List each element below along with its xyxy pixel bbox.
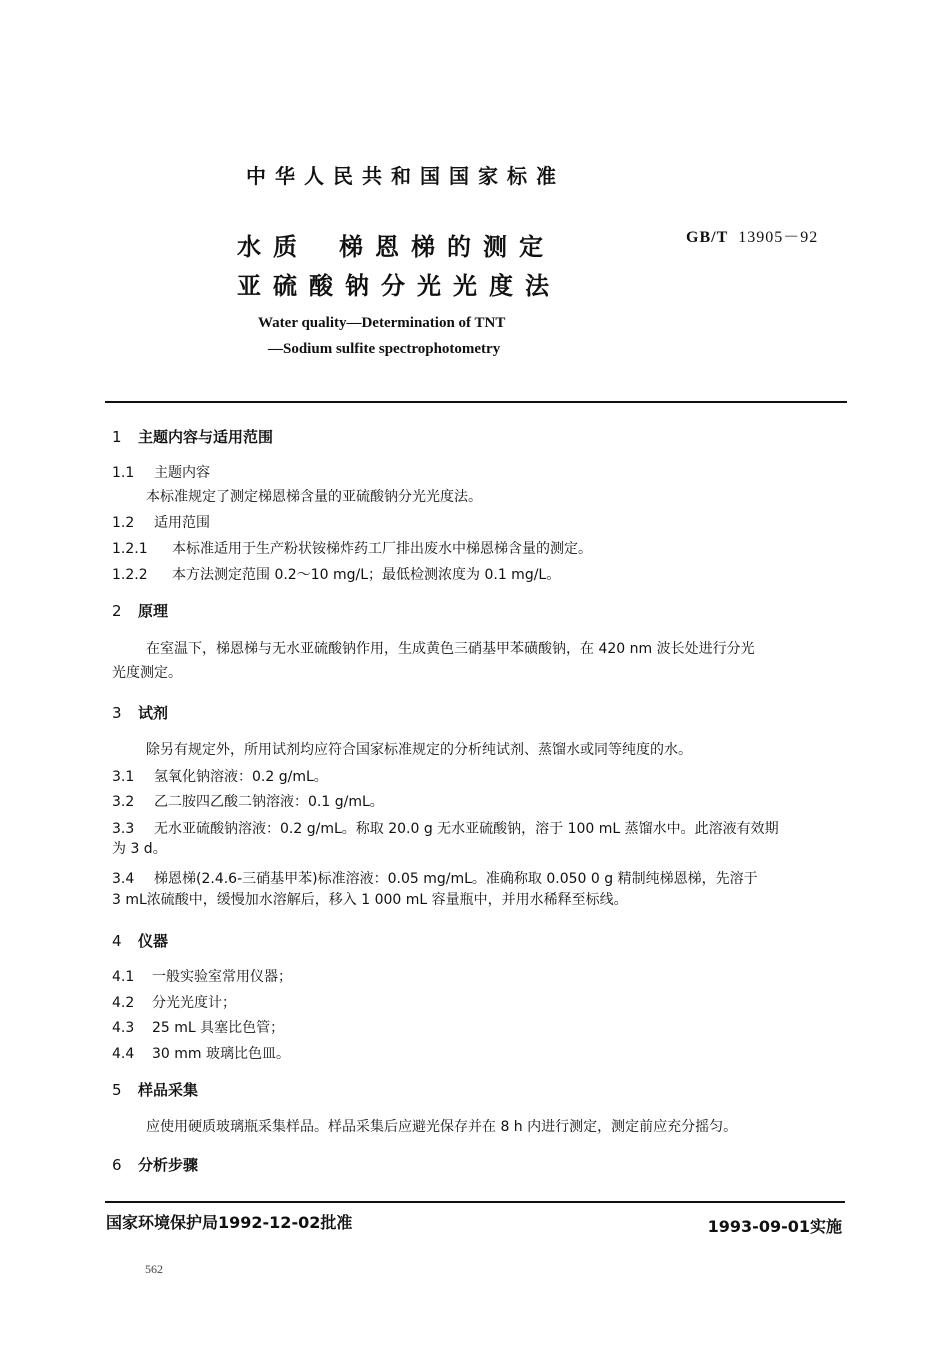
item-4-1 bbox=[112, 966, 292, 986]
item-number: 1.2 bbox=[112, 515, 135, 531]
item-3-4-continuation: 3 mL浓硫酸中，缓慢加水溶解后，移入 1 000 mL 容量瓶中，并用水稀释至标线。 bbox=[112, 892, 628, 908]
item-number: 4.2 bbox=[112, 995, 135, 1011]
section-label: 样品采集 bbox=[138, 1081, 199, 1099]
section-number: 5 bbox=[112, 1081, 122, 1099]
item-1-2-1 bbox=[112, 538, 592, 558]
standard-org-title: 中华人民共和国国家标准 bbox=[246, 164, 565, 188]
item-text: 梯恩梯(2.4.6-三硝基甲苯)标准溶液：0.05 mg/mL。准确称取 0.050 0 g 精制纯梯恩梯，先溶于 bbox=[154, 871, 758, 887]
item-3-1 bbox=[112, 766, 328, 786]
item-text: 30 mm 玻璃比色皿。 bbox=[152, 1046, 290, 1062]
cn-title-part-a: 水质 bbox=[237, 233, 309, 261]
item-number: 4.1 bbox=[112, 969, 135, 985]
item-number: 4.4 bbox=[112, 1046, 135, 1062]
section-label: 试剂 bbox=[138, 704, 169, 722]
item-3-4 bbox=[112, 868, 758, 888]
section-number: 1 bbox=[112, 428, 122, 446]
item-1-2 bbox=[112, 512, 210, 532]
section-label: 仪器 bbox=[138, 932, 169, 950]
item-3-3 bbox=[112, 818, 779, 838]
section-number: 2 bbox=[112, 602, 122, 620]
en-title-line1: Water quality—Determination of TNT bbox=[258, 315, 506, 331]
section-3-text: 除另有规定外，所用试剂均应符合国家标准规定的分析纯试剂、蒸馏水或同等纯度的水。 bbox=[146, 742, 692, 758]
section-number: 3 bbox=[112, 704, 122, 722]
cn-title-line1 bbox=[237, 227, 555, 262]
standard-number bbox=[686, 224, 818, 247]
standard-prefix: GB/T bbox=[686, 229, 729, 246]
section-number: 4 bbox=[112, 932, 122, 950]
item-label: 适用范围 bbox=[154, 515, 210, 531]
item-4-3 bbox=[112, 1017, 284, 1037]
effective-date: 1993-09-01实施 bbox=[707, 1217, 842, 1236]
footer-divider bbox=[105, 1201, 845, 1203]
section-2-text-line1: 在室温下，梯恩梯与无水亚硫酸钠作用，生成黄色三硝基甲苯磺酸钠，在 420 nm 波长处进行分光 bbox=[146, 641, 755, 657]
item-number: 3.2 bbox=[112, 794, 135, 810]
item-4-4 bbox=[112, 1043, 290, 1063]
en-title-line2: —Sodium sulfite spectrophotometry bbox=[268, 341, 501, 357]
section-label: 主题内容与适用范围 bbox=[138, 428, 274, 446]
item-4-2 bbox=[112, 992, 236, 1012]
section-2-heading bbox=[112, 600, 168, 621]
cn-title-line2: 亚硫酸钠分光光度法 bbox=[237, 272, 561, 300]
header-divider bbox=[105, 401, 847, 403]
item-number: 4.3 bbox=[112, 1020, 135, 1036]
item-text: 分光光度计； bbox=[152, 995, 236, 1011]
item-number: 3.3 bbox=[112, 821, 135, 837]
item-text: 本标准适用于生产粉状铵梯炸药工厂排出废水中梯恩梯含量的测定。 bbox=[172, 541, 592, 557]
item-3-2 bbox=[112, 791, 384, 811]
page-number: 562 bbox=[145, 1262, 163, 1276]
item-text: 氢氧化钠溶液：0.2 g/mL。 bbox=[154, 769, 328, 785]
section-5-text: 应使用硬质玻璃瓶采集样品。样品采集后应避光保存并在 8 h 内进行测定，测定前应充分摇匀。 bbox=[146, 1119, 738, 1135]
cn-title-part-b: 梯恩梯的测定 bbox=[339, 233, 555, 261]
item-1-2-2 bbox=[112, 564, 560, 584]
section-2-text-line2: 光度测定。 bbox=[112, 665, 182, 681]
item-text: 本方法测定范围 0.2～10 mg/L；最低检测浓度为 0.1 mg/L。 bbox=[172, 567, 561, 583]
section-3-heading bbox=[112, 702, 168, 723]
section-label: 原理 bbox=[138, 602, 169, 620]
section-label: 分析步骤 bbox=[138, 1156, 199, 1174]
section-4-heading bbox=[112, 930, 168, 951]
item-number: 1.2.2 bbox=[112, 567, 148, 583]
item-number: 1.2.1 bbox=[112, 541, 148, 557]
item-number: 3.4 bbox=[112, 871, 135, 887]
item-1-1-text: 本标准规定了测定梯恩梯含量的亚硫酸钠分光光度法。 bbox=[146, 489, 482, 505]
section-1-heading bbox=[112, 426, 273, 447]
item-text: 一般实验室常用仪器； bbox=[152, 969, 292, 985]
item-text: 乙二胺四乙酸二钠溶液：0.1 g/mL。 bbox=[154, 794, 384, 810]
standard-code: 13905－92 bbox=[738, 229, 819, 246]
item-label: 主题内容 bbox=[154, 465, 210, 481]
item-3-3-continuation: 为 3 d。 bbox=[112, 841, 167, 857]
item-text: 25 mL 具塞比色管； bbox=[152, 1020, 285, 1036]
item-text: 无水亚硫酸钠溶液：0.2 g/mL。称取 20.0 g 无水亚硫酸钠，溶于 100 mL 蒸馏水中。此溶液有效期 bbox=[154, 821, 779, 837]
section-5-heading bbox=[112, 1079, 198, 1100]
approval-date: 国家环境保护局1992-12-02批准 bbox=[106, 1213, 353, 1232]
section-6-heading bbox=[112, 1154, 198, 1175]
item-1-1 bbox=[112, 462, 210, 482]
section-number: 6 bbox=[112, 1156, 122, 1174]
item-number: 1.1 bbox=[112, 465, 135, 481]
item-number: 3.1 bbox=[112, 769, 135, 785]
